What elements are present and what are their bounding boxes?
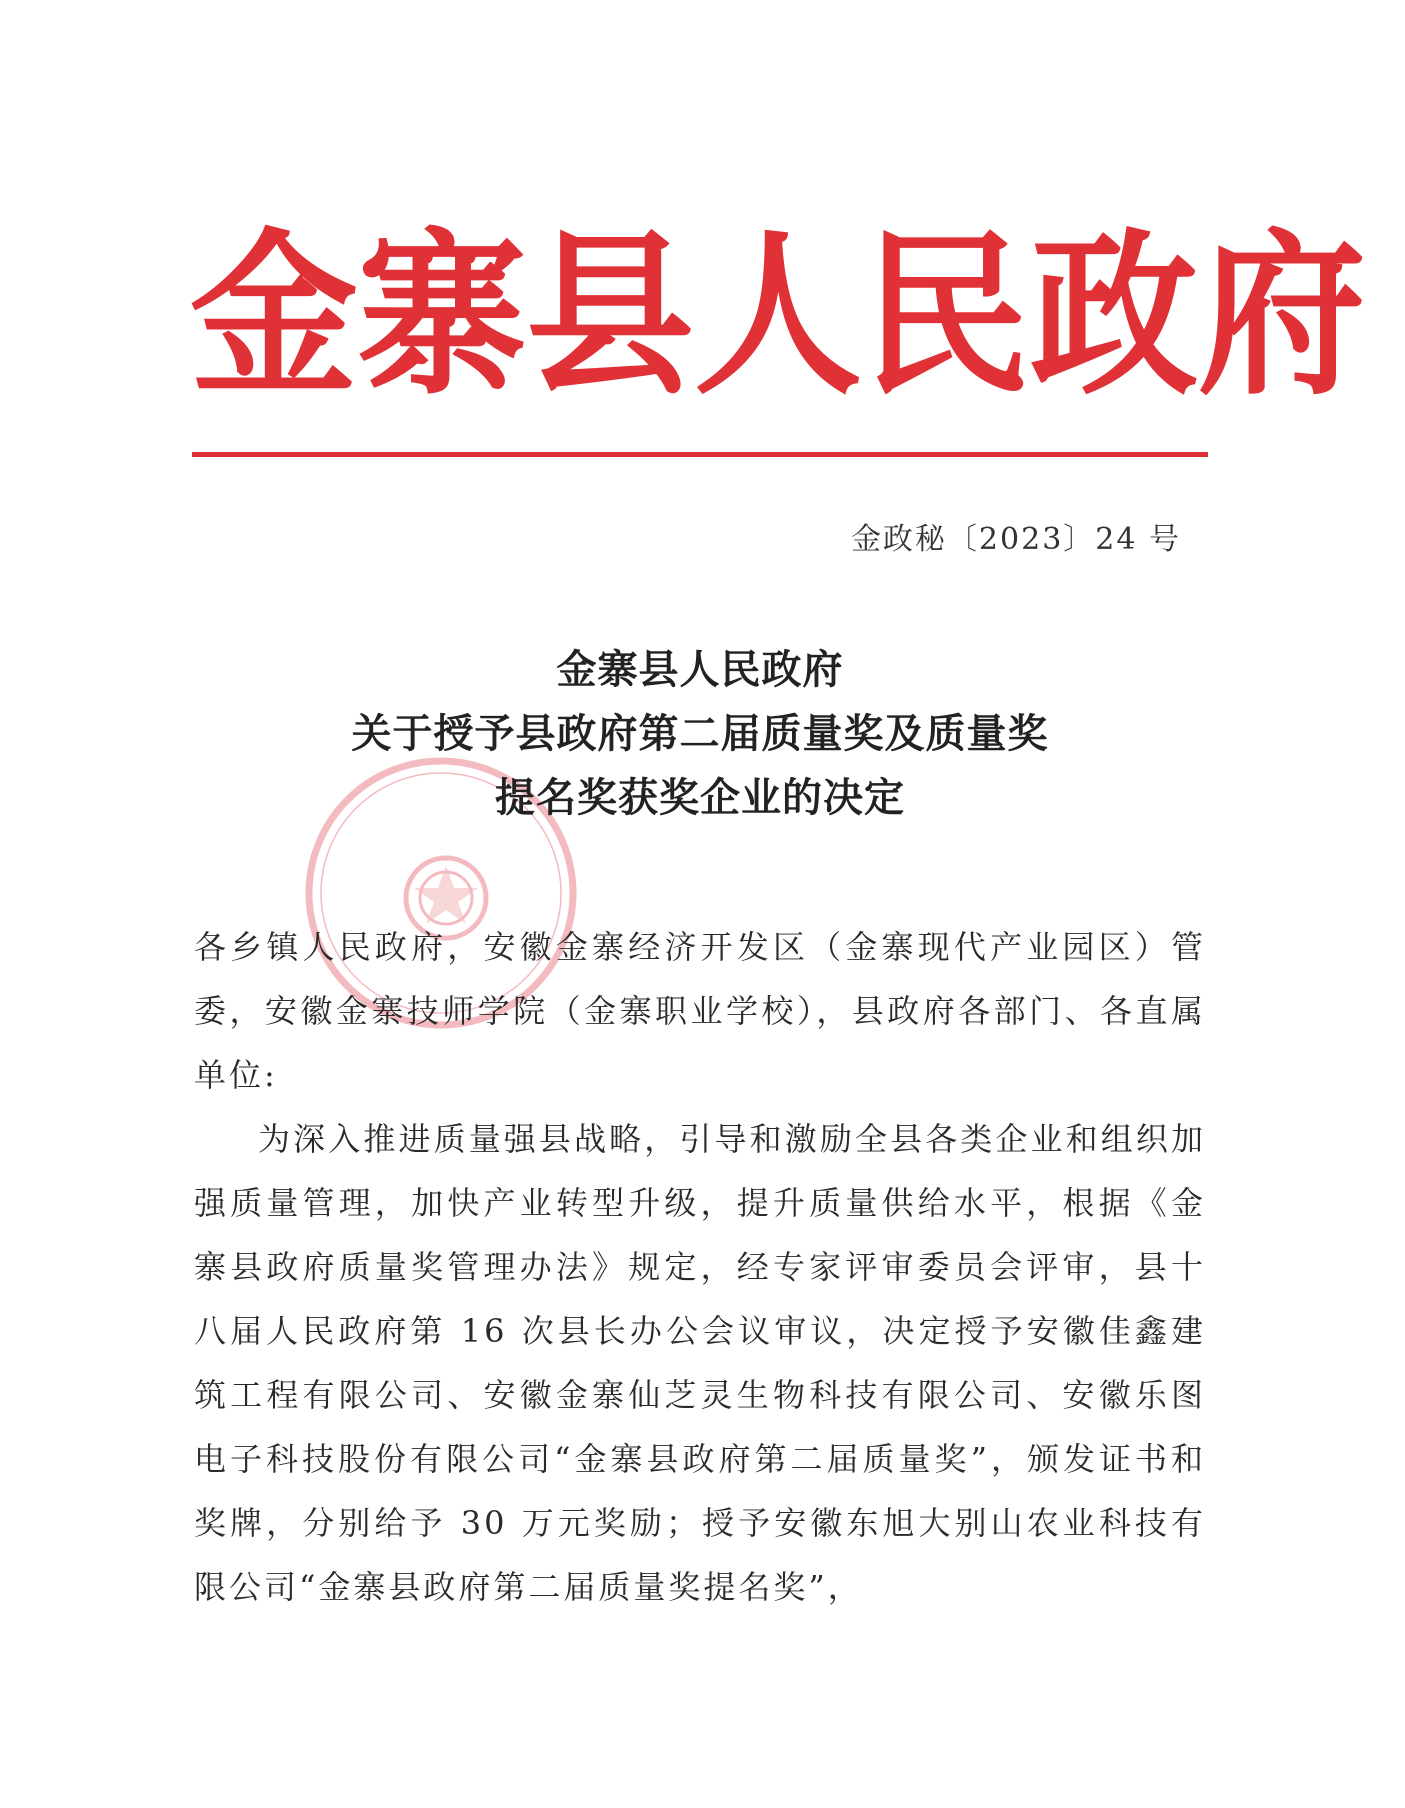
- title-line-2: 关于授予县政府第二届质量奖及质量奖: [351, 710, 1049, 757]
- red-divider-line: [192, 452, 1208, 457]
- masthead-char: 民: [862, 211, 1030, 419]
- masthead: [190, 211, 1366, 419]
- title-line-1: 金寨县人民政府: [556, 646, 844, 693]
- masthead-char: 府: [1198, 211, 1366, 419]
- addressee-paragraph: 各乡镇人民政府，安徽金寨经济开发区（金寨现代产业园区）管委，安徽金寨技师学院（金寨职业学校），县政府各部门、各直属单位:: [194, 928, 1206, 1094]
- masthead-char: 金: [190, 211, 358, 419]
- masthead-char: 政: [1030, 211, 1198, 419]
- body-paragraph: 为深入推进质量强县战略，引导和激励全县各类企业和组织加强质量管理，加快产业转型升级，提升质量供给水平，根据《金寨县政府质量奖管理办法》规定，经专家评审委员会评审，县十八届人民政府第 16 次县长办公会议审议，决定授予安徽佳鑫建筑工程有限公司、安徽金寨仙芝灵生物科技有限公司、安徽乐图电子科技股份有限公司“金寨县政府第二届质量奖”，颁发证书和奖牌，分别给予 30 万元奖励；授予安徽东旭大别山农业科技有限公司“金寨县政府第二届质量奖提名奖”，: [194, 1120, 1206, 1606]
- title-line-3: 提名奖获奖企业的决定: [495, 774, 905, 821]
- masthead-char: 人: [694, 211, 862, 419]
- masthead-char: 寨: [358, 211, 526, 419]
- document-number: 金政秘〔2023〕24 号: [850, 522, 1181, 557]
- masthead-char: 县: [526, 211, 694, 419]
- document-body: [194, 915, 1206, 1619]
- document-title: [160, 638, 1240, 830]
